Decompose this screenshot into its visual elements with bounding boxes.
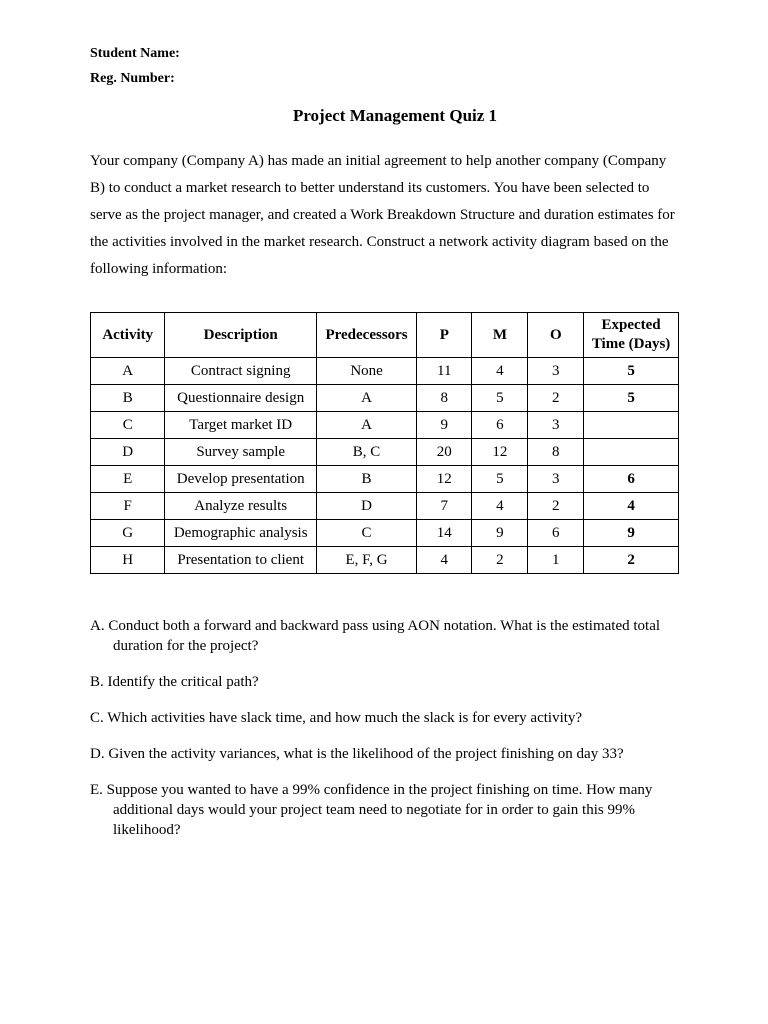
question-c: C. Which activities have slack time, and how much the slack is for every activity? — [90, 710, 583, 726]
cell-description: Demographic analysis — [165, 520, 317, 547]
cell-o: 1 — [528, 547, 584, 574]
cell-activity: A — [91, 358, 165, 385]
cell-predecessors: E, F, G — [316, 547, 416, 574]
reg-number-label: Reg. Number: — [90, 71, 175, 86]
cell-p: 7 — [417, 493, 472, 520]
table-row — [91, 547, 679, 574]
cell-o: 3 — [528, 358, 584, 385]
cell-p: 12 — [417, 466, 472, 493]
cell-activity: E — [91, 466, 165, 493]
cell-predecessors: C — [316, 520, 416, 547]
cell-p: 20 — [417, 439, 472, 466]
cell-expected — [584, 412, 679, 439]
cell-o: 2 — [528, 385, 584, 412]
cell-predecessors: None — [316, 358, 416, 385]
cell-m: 5 — [472, 385, 528, 412]
question-a: A. Conduct both a forward and backward pass using AON notation. What is the estimated total duration for the project? — [90, 618, 661, 654]
cell-activity: D — [91, 439, 165, 466]
cell-p: 11 — [417, 358, 472, 385]
cell-predecessors: D — [316, 493, 416, 520]
cell-description: Survey sample — [165, 439, 317, 466]
intro-paragraph: Your company (Company A) has made an initial agreement to help another company (Company B) to conduct a market research to better understand its customers. You have been selected to serve as the project manager, and created a Work Breakdown Structure and duration estimates for the activities involved in the market research. Construct a network activity diagram based on the following information: — [90, 153, 675, 277]
table-header-row — [91, 313, 679, 358]
table-row — [91, 493, 679, 520]
table-row — [91, 385, 679, 412]
cell-o: 6 — [528, 520, 584, 547]
cell-description: Presentation to client — [165, 547, 317, 574]
table-row — [91, 439, 679, 466]
cell-p: 4 — [417, 547, 472, 574]
cell-m: 5 — [472, 466, 528, 493]
cell-m: 4 — [472, 358, 528, 385]
question-e: E. Suppose you wanted to have a 99% confidence in the project finishing on time. How many additional days would your project team need to negotiate for in order to gain this 99% likelihood? — [90, 782, 653, 838]
cell-o: 3 — [528, 412, 584, 439]
cell-predecessors: B, C — [316, 439, 416, 466]
cell-o: 3 — [528, 466, 584, 493]
cell-predecessors: A — [316, 412, 416, 439]
cell-activity: H — [91, 547, 165, 574]
cell-p: 8 — [417, 385, 472, 412]
cell-activity: C — [91, 412, 165, 439]
header-m: M — [472, 313, 528, 358]
cell-m: 12 — [472, 439, 528, 466]
cell-description: Contract signing — [165, 358, 317, 385]
table-row — [91, 466, 679, 493]
cell-expected: 9 — [584, 520, 679, 547]
cell-m: 9 — [472, 520, 528, 547]
question-list — [90, 616, 675, 856]
cell-expected: 5 — [584, 385, 679, 412]
cell-expected — [584, 439, 679, 466]
cell-predecessors: A — [316, 385, 416, 412]
cell-p: 9 — [417, 412, 472, 439]
question-d: D. Given the activity variances, what is the likelihood of the project finishing on day 33? — [90, 746, 624, 762]
table-row — [91, 520, 679, 547]
cell-p: 14 — [417, 520, 472, 547]
cell-predecessors: B — [316, 466, 416, 493]
header-expected-time — [584, 313, 679, 358]
header-o: O — [528, 313, 584, 358]
cell-description: Target market ID — [165, 412, 317, 439]
header-description: Description — [165, 313, 317, 358]
header-predecessors: Predecessors — [316, 313, 416, 358]
cell-expected: 2 — [584, 547, 679, 574]
cell-expected: 5 — [584, 358, 679, 385]
cell-description: Questionnaire design — [165, 385, 317, 412]
student-name-label: Student Name: — [90, 46, 180, 61]
document-title: Project Management Quiz 1 — [292, 106, 498, 125]
table-row — [91, 412, 679, 439]
cell-activity: F — [91, 493, 165, 520]
cell-m: 6 — [472, 412, 528, 439]
cell-m: 2 — [472, 547, 528, 574]
header-expected-line1: Expected — [601, 317, 661, 333]
cell-description: Develop presentation — [165, 466, 317, 493]
cell-expected: 6 — [584, 466, 679, 493]
cell-activity: B — [91, 385, 165, 412]
cell-o: 8 — [528, 439, 584, 466]
header-p: P — [417, 313, 472, 358]
table-row — [91, 358, 679, 385]
cell-expected: 4 — [584, 493, 679, 520]
cell-activity: G — [91, 520, 165, 547]
header-expected-line2: Time (Days) — [591, 336, 671, 352]
header-activity: Activity — [91, 313, 165, 358]
cell-o: 2 — [528, 493, 584, 520]
cell-m: 4 — [472, 493, 528, 520]
activity-table — [90, 312, 679, 574]
question-b: B. Identify the critical path? — [90, 674, 259, 690]
cell-description: Analyze results — [165, 493, 317, 520]
